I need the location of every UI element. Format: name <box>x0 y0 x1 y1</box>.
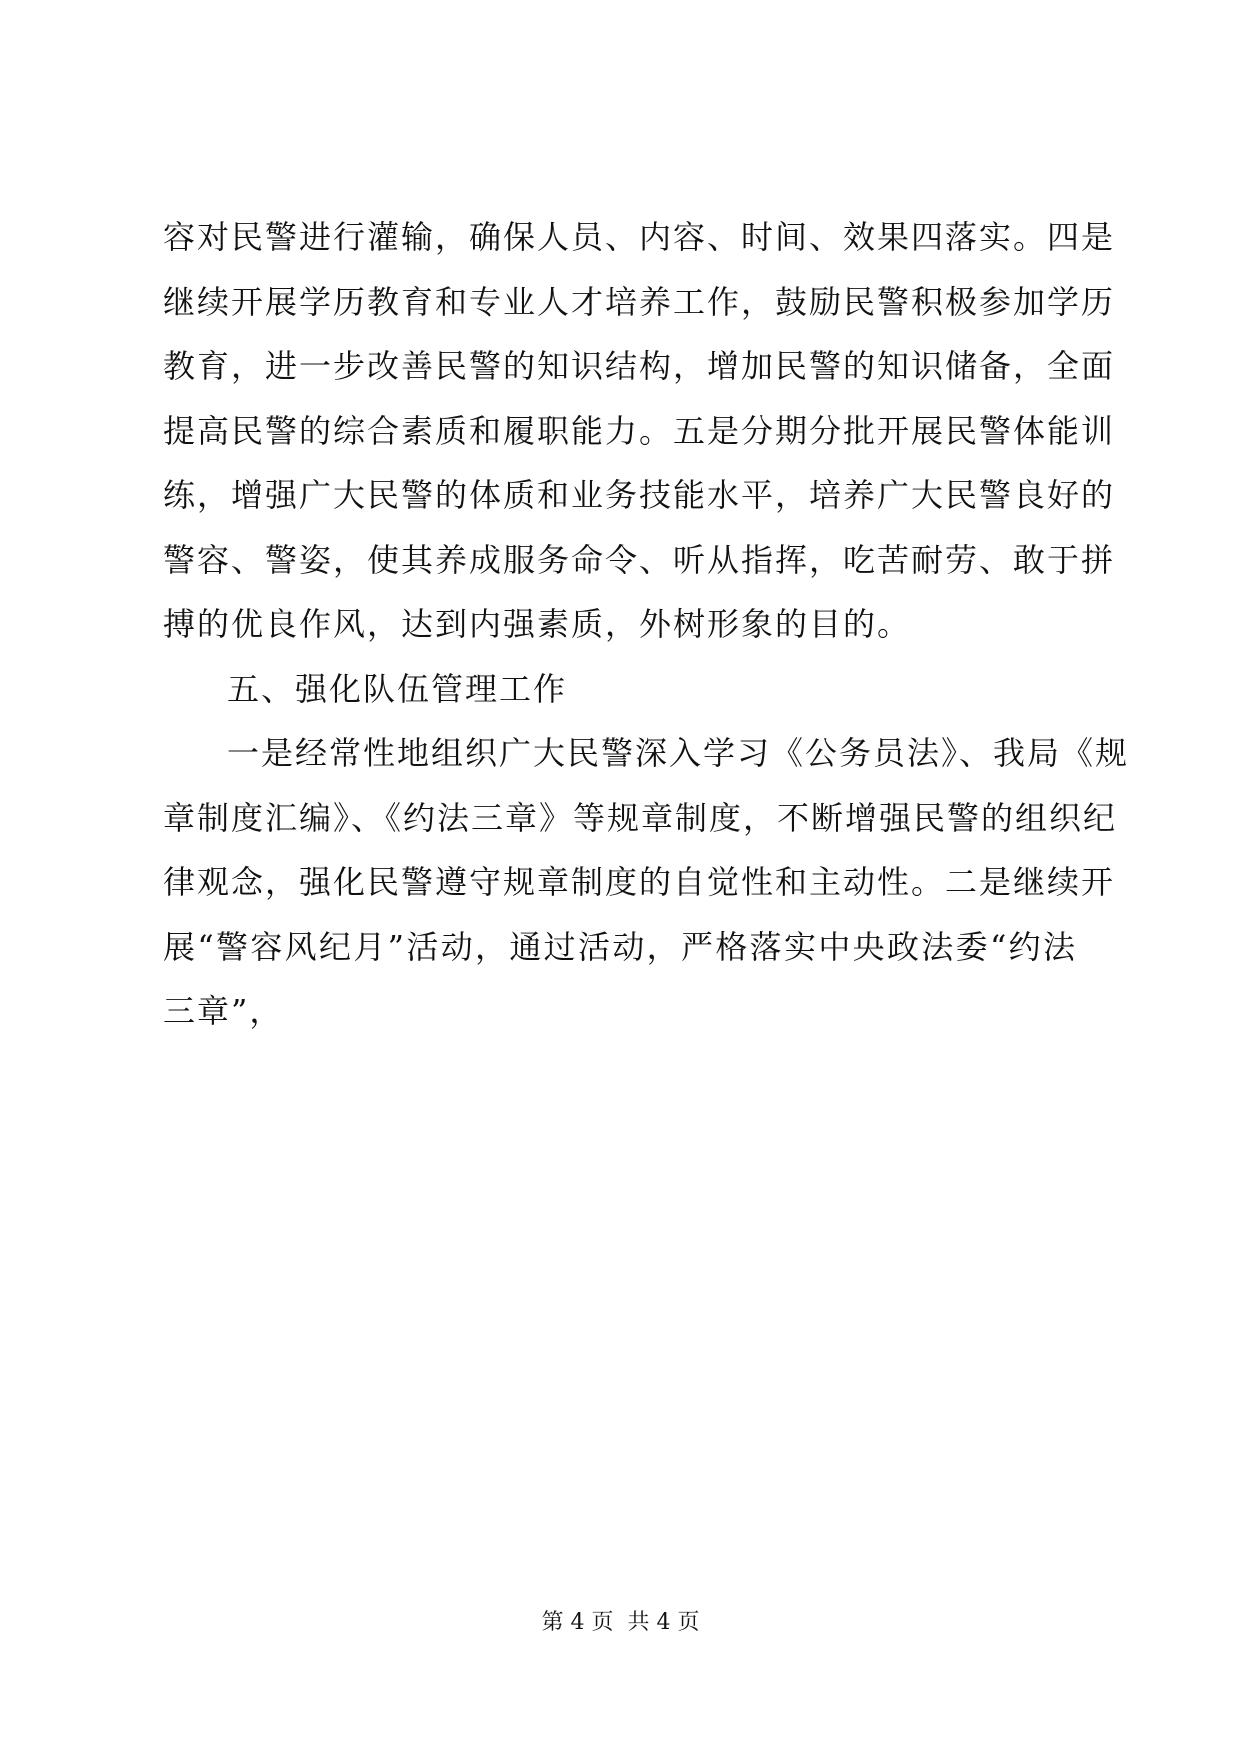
body-text <box>163 205 1130 1044</box>
paragraph-line: 继续开展学历教育和专业人才培养工作，鼓励民警积极参加学历 <box>163 282 1116 321</box>
section-heading: 五、强化队伍管理工作 <box>227 669 568 708</box>
paragraph-line: 三章”， <box>163 992 284 1030</box>
paragraph-line: 搏的优良作风，达到内强素质，外树形象的目的。 <box>163 605 912 643</box>
page-number-footer: 第 4 页 共 4 页 <box>541 1610 700 1635</box>
paragraph-line: 提高民警的综合素质和履职能力。五是分期分批开展民警体能训 <box>163 411 1116 450</box>
paragraph-line: 警容、警姿，使其养成服务命令、听从指挥，吃苦耐劳、敢于拼 <box>163 540 1116 579</box>
paragraph-line: 教育，进一步改善民警的知识结构，增加民警的知识储备，全面 <box>163 347 1116 385</box>
paragraph-line: 章制度汇编》、《约法三章》等规章制度，不断增强民警的组织纪 <box>163 798 1118 837</box>
paragraph-line: 展“警容风纪月”活动，通过活动，严格落实中央政法委“约法 <box>163 927 1077 966</box>
paragraph-line: 容对民警进行灌输，确保人员、内容、时间、效果四落实。四是 <box>163 218 1116 256</box>
paragraph-line: 律观念，强化民警遵守规章制度的自觉性和主动性。二是继续开 <box>163 863 1116 901</box>
paragraph-line: 练，增强广大民警的体质和业务技能水平，培养广大民警良好的 <box>163 476 1116 514</box>
paragraph-line: 一是经常性地组织广大民警深入学习《公务员法》、我局《规 <box>227 734 1130 772</box>
